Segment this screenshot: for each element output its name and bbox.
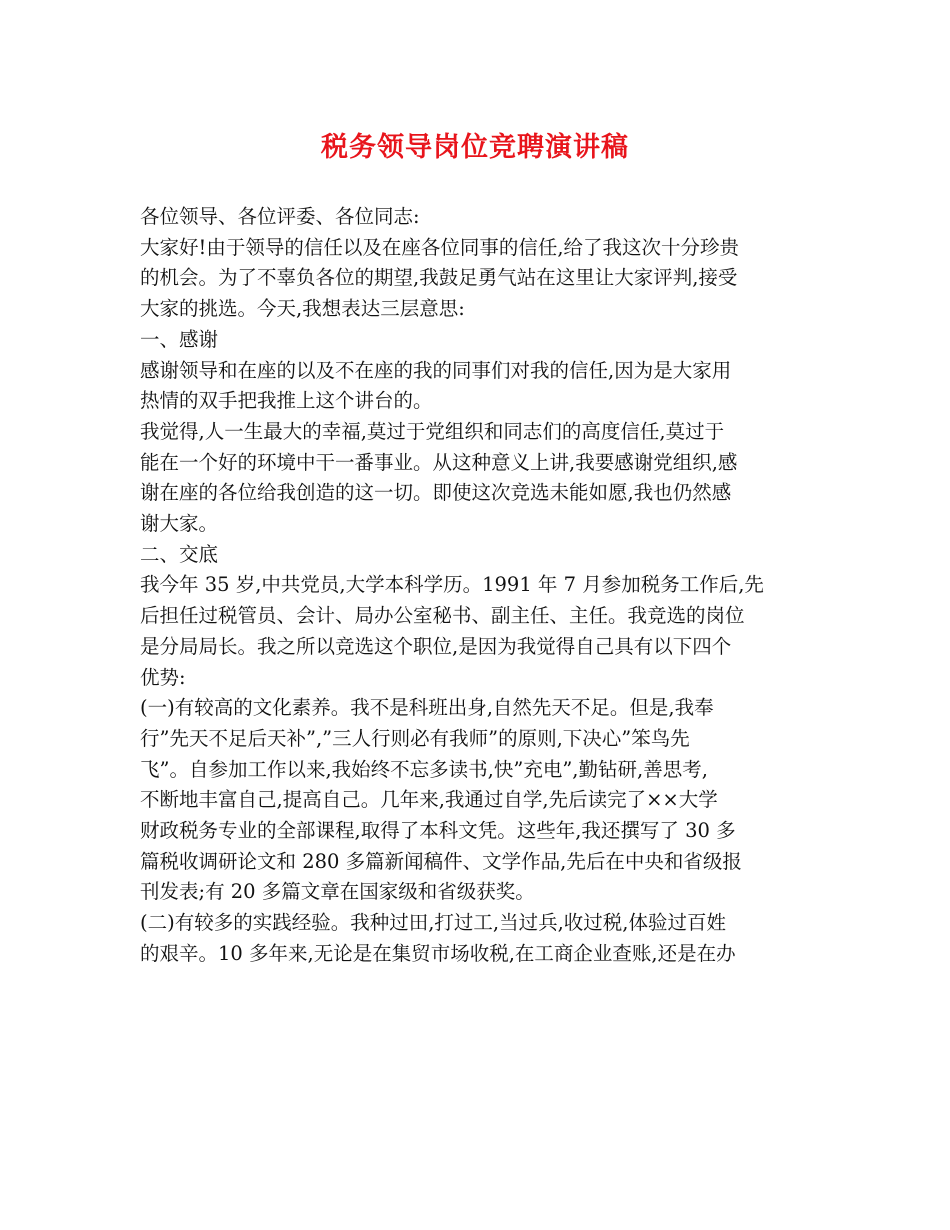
body-line: 行”先天不足后天补”,”三人行则必有我师”的原则,下决心”笨鸟先 xyxy=(140,726,690,750)
body-line: 大家的挑选。今天,我想表达三层意思: xyxy=(140,297,465,321)
body-line: 大家好!由于领导的信任以及在座各位同事的信任,给了我这次十分珍贵 xyxy=(140,235,740,259)
body-line: 的机会。为了不辜负各位的期望,我鼓足勇气站在这里让大家评判,接受 xyxy=(140,266,738,290)
section-heading: 一、感谢 xyxy=(140,327,219,351)
body-line: 谢在座的各位给我创造的这一切。即使这次竞选未能如愿,我也仍然感 xyxy=(140,481,732,505)
body-line: 财政税务专业的全部课程,取得了本科文凭。这些年,我还撰写了 30 多 xyxy=(140,819,736,843)
body-line: 飞”。自参加工作以来,我始终不忘多读书,快”充电”,勤钻研,善思考, xyxy=(140,757,708,781)
body-line: 我今年 35 岁,中共党员,大学本科学历。1991 年 7 月参加税务工作后,先 xyxy=(140,573,764,597)
body-line: 后担任过税管员、会计、局办公室秘书、副主任、主任。我竞选的岗位 xyxy=(140,604,745,628)
body-line: 是分局局长。我之所以竞选这个职位,是因为我觉得自己具有以下四个 xyxy=(140,634,732,658)
body-line: (一)有较高的文化素养。我不是科班出身,自然先天不足。但是,我奉 xyxy=(140,696,714,720)
body-line: 不断地丰富自己,提高自己。几年来,我通过自学,先后读完了××大学 xyxy=(140,788,718,812)
body-line: (二)有较多的实践经验。我种过田,打过工,当过兵,收过税,体验过百姓 xyxy=(140,911,727,935)
section-heading: 二、交底 xyxy=(140,542,219,566)
body-line: 我觉得,人一生最大的幸福,莫过于党组织和同志们的高度信任,莫过于 xyxy=(140,419,725,443)
body-line: 的艰辛。10 多年来,无论是在集贸市场收税,在工商企业查账,还是在办 xyxy=(140,941,736,965)
document-title: 税务领导岗位竞聘演讲稿 xyxy=(321,132,629,163)
body-line: 优势: xyxy=(140,665,186,689)
body-line: 各位领导、各位评委、各位同志: xyxy=(140,205,420,228)
body-line: 篇税收调研论文和 280 多篇新闻稿件、文学作品,先后在中央和省级报 xyxy=(140,849,742,873)
body-line: 谢大家。 xyxy=(140,512,219,536)
body-line: 刊发表;有 20 多篇文章在国家级和省级获奖。 xyxy=(140,880,535,904)
body-line: 热情的双手把我推上这个讲台的。 xyxy=(140,389,433,413)
body-line: 能在一个好的环境中干一番事业。从这种意义上讲,我要感谢党组织,感 xyxy=(140,450,738,474)
document-body xyxy=(140,202,816,970)
body-line: 感谢领导和在座的以及不在座的我的同事们对我的信任,因为是大家用 xyxy=(140,358,732,382)
